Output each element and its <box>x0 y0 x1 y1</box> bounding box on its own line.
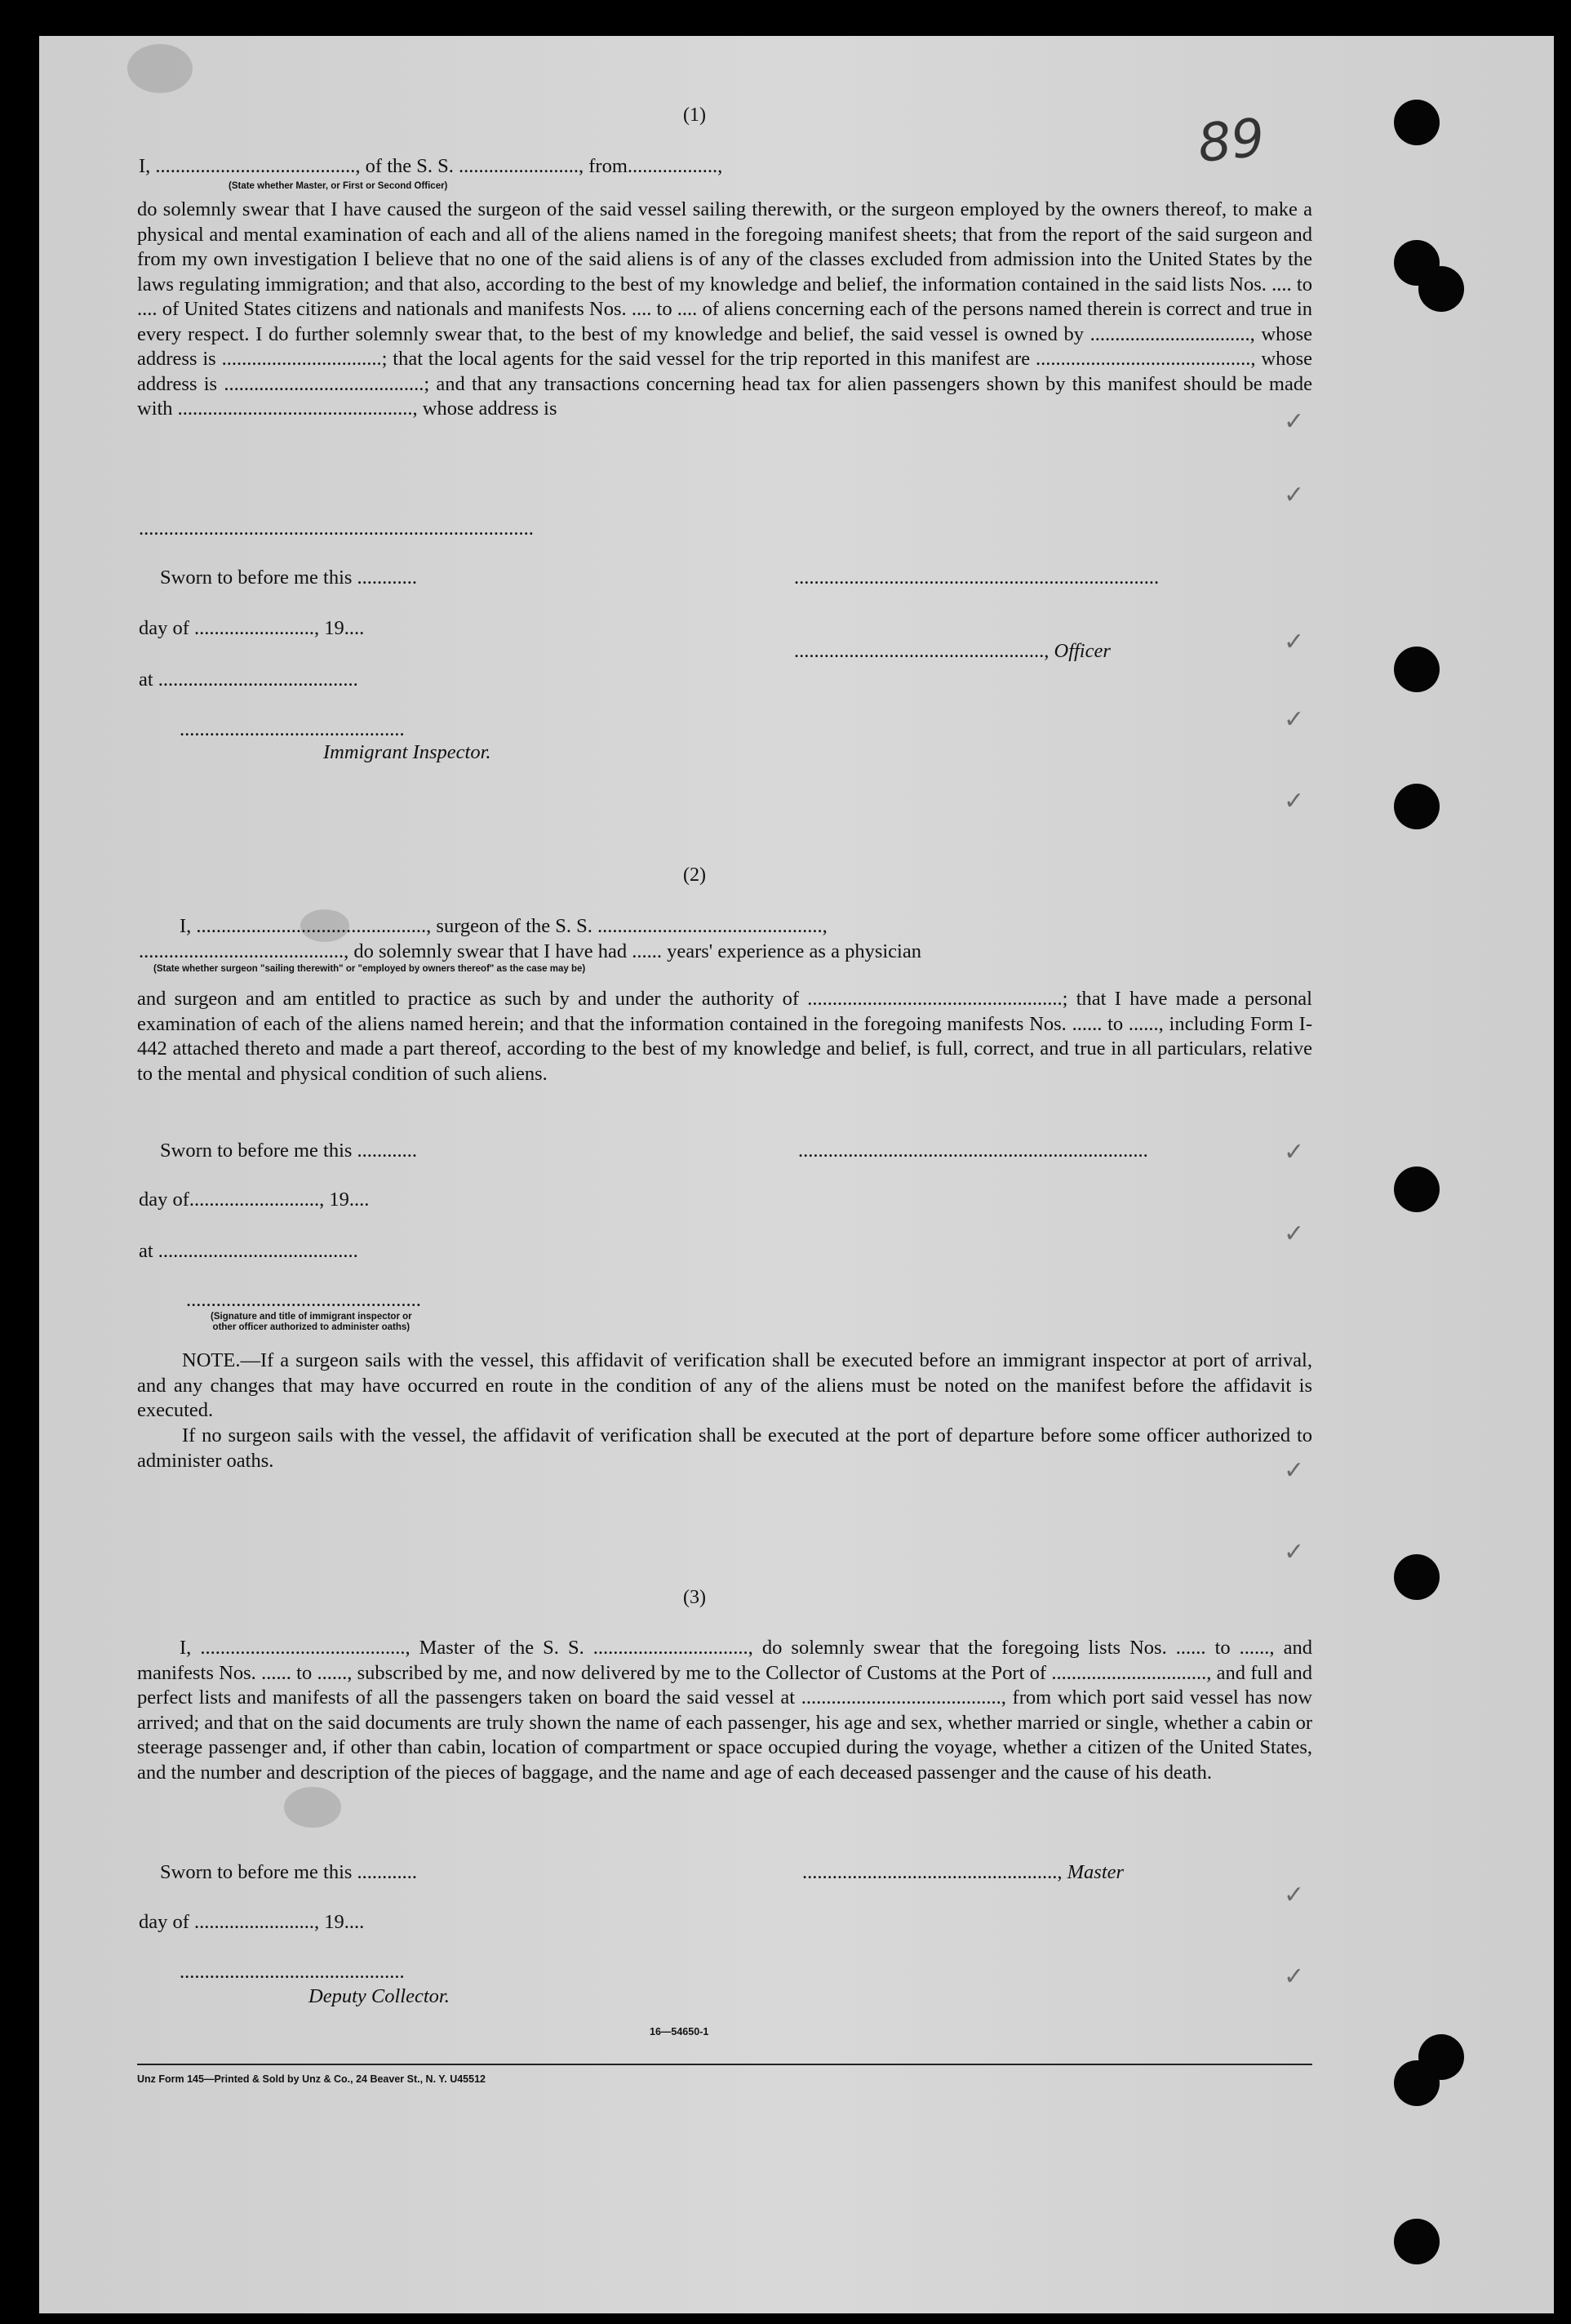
master-blank: ..................................................., <box>802 1861 1067 1883</box>
section-number: (1) <box>683 104 706 126</box>
inspector-caption <box>211 1312 412 1333</box>
punch-hole-icon <box>1394 2060 1440 2106</box>
note-lead: NOTE. <box>182 1349 241 1371</box>
sworn-line: Sworn to before me this ............ <box>160 1861 418 1883</box>
check-mark-icon: ✓ <box>1284 1962 1305 1991</box>
check-mark-icon: ✓ <box>1284 1138 1305 1166</box>
surgeon-line <box>180 915 828 938</box>
collector-label: Deputy Collector. <box>308 1985 450 2007</box>
officer-line <box>794 640 1111 663</box>
note-text: —If a surgeon sails with the vessel, this affidavit of verification shall be executed before an immigrant inspector at port of arrival, and any changes that may have occurred en route in the condition of any of the aliens must be noted on the manifest before the affidavit is executed. <box>137 1349 1312 1421</box>
officer-label: Officer <box>1054 640 1111 662</box>
oath-paragraph-end: ............................................................................... <box>139 518 534 540</box>
signature-line: ......................................................................... <box>794 567 1160 589</box>
ink-smudge <box>127 44 193 93</box>
master-paragraph: I, ........................................., Master of the S. S. ..............................., do solemnly swear that the foregoing lists Nos. ...... to ......, and manifests Nos. ...... to ......, subscribed by me, and now delivered by me to the Collector of Customs at the Port of ..............................., and full and perfect lists and manifests of all the passengers taken on board the said vessel at ........................................, from which port said vessel has now arrived; and that on the said documents are truly shown the name of each passenger, his age and sex, whether married or single, whether a cabin or steerage passenger and, if other than cabin, location of compartment or space occupied during the voyage, whether a citizen of the United States, and the number and description of the pieces of baggage, and the name and age of each deceased passenger and the cause of his death. <box>137 1637 1312 1784</box>
inspector-caption-line: (Signature and title of immigrant inspector or <box>211 1312 412 1322</box>
footer-divider <box>137 2064 1312 2065</box>
oath-name-blank: I, ........................................ <box>139 155 356 177</box>
sworn-line: Sworn to before me this ............ <box>160 1140 418 1162</box>
date-line: day of ........................, 19.... <box>139 617 365 639</box>
sworn-line: Sworn to before me this ............ <box>160 567 418 589</box>
surgeon-name-blank: I, .............................................. <box>180 915 427 937</box>
oath-paragraph <box>137 198 1312 422</box>
check-mark-icon: ✓ <box>1284 1881 1305 1909</box>
oath-line <box>139 155 722 178</box>
check-mark-icon: ✓ <box>1284 407 1305 436</box>
surgeon-caption: (State whether surgeon "sailing therewith" or "employed by owners thereof" as the case may be) <box>153 964 586 974</box>
check-mark-icon: ✓ <box>1284 1538 1305 1566</box>
collector-signature-line: ............................................. <box>180 1961 405 1983</box>
punch-hole-icon <box>1394 2219 1440 2264</box>
punch-hole-icon <box>1394 1166 1440 1212</box>
place-line: at ........................................ <box>139 1240 358 1262</box>
surgeon-paragraph: and surgeon and am entitled to practice as such by and under the authority of ...................................................; that I have made a personal examination of each of the aliens named herein; and that the information contained in the foregoing manifests Nos. ...... to ......, including Form I-442 attached thereto and made a part thereof, according to the best of my knowledge and belief, is full, correct, and true in all particulars, relative to the mental and physical condition of such aliens. <box>137 988 1312 1085</box>
surgeon-experience-line: ........................................., do solemnly swear that I have had ...... years' experience as a physician <box>139 940 921 962</box>
check-mark-icon: ✓ <box>1284 705 1305 734</box>
master-label: Master <box>1067 1861 1125 1883</box>
section-number: (3) <box>683 1587 706 1608</box>
printer-imprint: Unz Form 145—Printed & Sold by Unz & Co., 24 Beaver St., N. Y. U45512 <box>137 2073 486 2085</box>
section-number: (2) <box>683 864 706 886</box>
place-line: at ........................................ <box>139 669 358 691</box>
inspector-signature-line: ............................................. <box>180 718 405 740</box>
surgeon-vessel-blank: , surgeon of the S. S. ............................................., <box>426 915 828 937</box>
signature-line: ...................................................................... <box>798 1140 1148 1162</box>
punch-hole-icon <box>1394 647 1440 692</box>
handwritten-page-number: 89 <box>1195 107 1268 176</box>
inspector-signature-line: ............................................... <box>186 1289 421 1311</box>
master-signature-line <box>802 1861 1124 1884</box>
note-paragraph-2: If no surgeon sails with the vessel, the affidavit of verification shall be executed at the port of departure before some officer authorized to administer oaths. <box>137 1424 1312 1472</box>
check-mark-icon: ✓ <box>1284 1220 1305 1248</box>
officer-blank: .................................................., <box>794 640 1054 662</box>
ink-smudge <box>284 1787 341 1828</box>
oath-vessel-blank: , of the S. S. ........................, from.................., <box>355 155 723 177</box>
check-mark-icon: ✓ <box>1284 1456 1305 1485</box>
form-code: 16—54650-1 <box>650 2026 709 2037</box>
punch-hole-icon <box>1418 266 1464 312</box>
oath-paragraph-text: do solemnly swear that I have caused the surgeon of the said vessel sailing therewith, or the surgeon employed by the owners thereof, to make a physical and mental examination of each and all of the aliens named in the foregoing manifest sheets; that from the report of the said surgeon and from my own investigation I believe that no one of the said aliens is of any of the classes excluded from admission into the United States by the laws regulating immigration; and that also, according to the best of my knowledge and belief, the information contained in the said lists Nos. .... to .... of United States citizens and nationals and manifests Nos. .... to .... of aliens concerning each of the persons named therein is correct and true in every respect. I do further solemnly swear that, to the best of my knowledge and belief, the said vessel is owned by ................................, whose address is ................................; that the local agents for the said vessel for the trip reported in this manifest are ..........................................., whose address is ........................................; and that any transactions concerning head tax for alien passengers shown by this manifest should be made with ..............................................., whose address is <box>137 198 1312 420</box>
note-paragraph <box>137 1349 1312 1424</box>
manifest-page <box>39 36 1554 2313</box>
inspector-caption-line: other officer authorized to administer oaths) <box>212 1322 411 1332</box>
punch-hole-icon <box>1394 784 1440 829</box>
check-mark-icon: ✓ <box>1284 787 1305 815</box>
inspector-label: Immigrant Inspector. <box>323 741 491 763</box>
check-mark-icon: ✓ <box>1284 628 1305 656</box>
date-line: day of.........................., 19.... <box>139 1189 370 1211</box>
oath-caption: (State whether Master, or First or Second Officer) <box>229 181 448 191</box>
check-mark-icon: ✓ <box>1284 481 1305 509</box>
date-line: day of ........................, 19.... <box>139 1911 365 1933</box>
